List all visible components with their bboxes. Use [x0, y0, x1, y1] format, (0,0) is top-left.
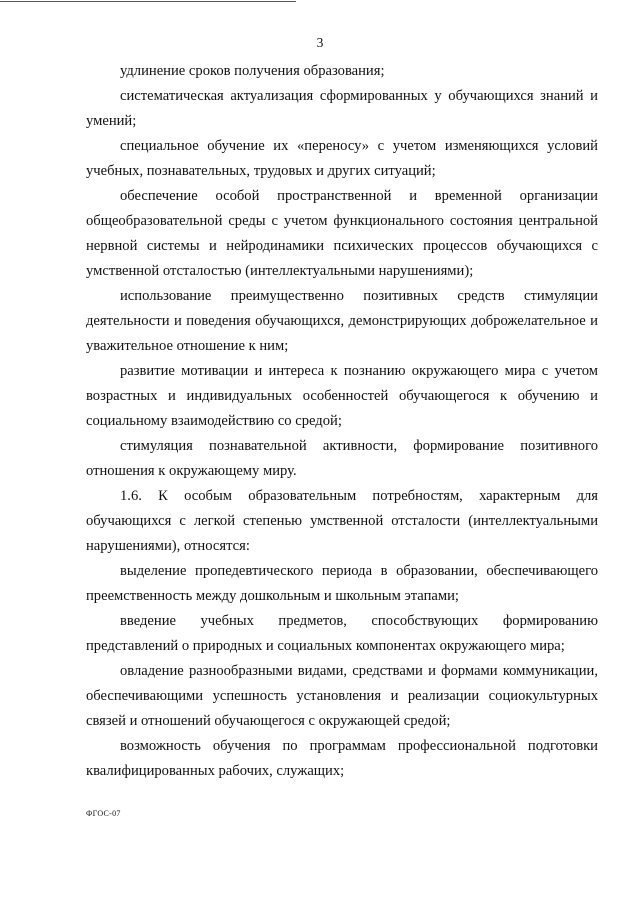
page-number: 3 — [316, 35, 324, 50]
paragraph: систематическая актуализация сформированных у обучающихся знаний и умений; — [86, 88, 598, 129]
paragraph: стимуляция познавательной активности, формирование позитивного отношения к окружающему миру. — [86, 438, 598, 479]
paragraph: введение учебных предметов, способствующих формированию представлений о природных и социальных компонентах окружающего мира; — [86, 613, 598, 654]
paragraph: удлинение сроков получения образования; — [120, 63, 385, 79]
paragraph: выделение пропедевтического периода в образовании, обеспечивающего преемственность между дошкольным и школьным этапами; — [86, 563, 598, 604]
paragraph: овладение разнообразными видами, средствами и формами коммуникации, обеспечивающими успешность установления и реализации социокультурных связей и отношений обучающегося с окружающей средой; — [86, 663, 598, 729]
paragraph: обеспечение особой пространственной и временной организации общеобразовательной среды с учетом функционального состояния центральной нервной системы и нейродинамики психических процессов обучающихся с умственной отсталостью (интеллектуальными нарушениями); — [86, 188, 598, 279]
paragraph: возможность обучения по программам профессиональной подготовки квалифицированных рабочих, служащих; — [86, 738, 598, 779]
section-paragraph: 1.6. К особым образовательным потребностям, характерным для обучающихся с легкой степенью умственной отсталости (интеллектуальными нарушениями), относятся: — [86, 488, 598, 554]
paragraph: использование преимущественно позитивных средств стимуляции деятельности и поведения обучающихся, демонстрирующих доброжелательное и уважительное отношение к ним; — [86, 288, 598, 354]
document-body — [86, 59, 598, 784]
top-edge-rule — [0, 1, 296, 2]
paragraph: развитие мотивации и интереса к познанию окружающего мира с учетом возрастных и индивидуальных особенностей обучающегося к обучению и социальному взаимодействию со средой; — [86, 363, 598, 429]
paragraph: специальное обучение их «переносу» с учетом изменяющихся условий учебных, познавательных, трудовых и других ситуаций; — [86, 138, 598, 179]
footer-code: ФГОС-07 — [86, 809, 121, 818]
